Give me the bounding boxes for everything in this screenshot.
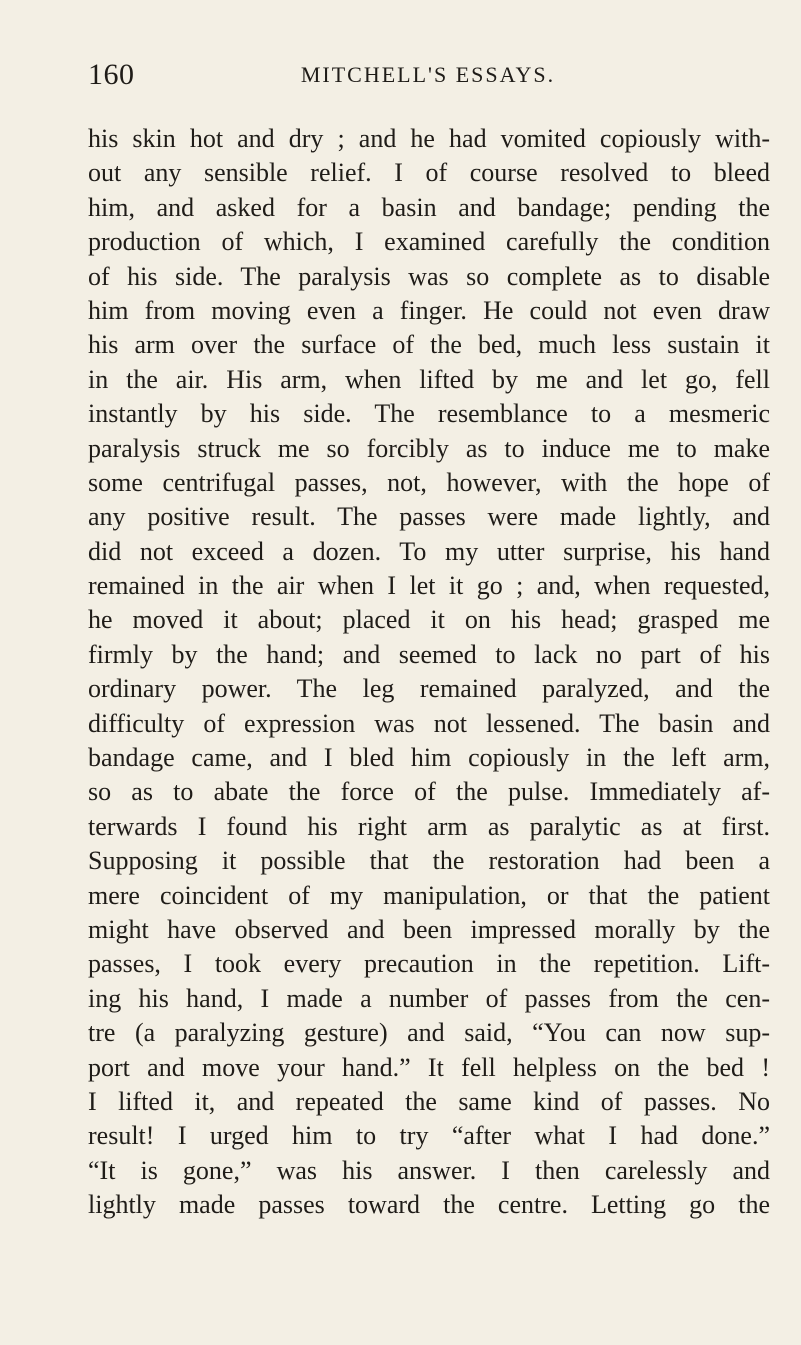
text-line: in the air. His arm, when lifted by me and let go, fell xyxy=(88,364,770,394)
text-line: some centrifugal passes, not, however, with the hope of xyxy=(88,467,770,497)
text-line: might have observed and been impressed morally by the xyxy=(88,914,770,944)
text-line: instantly by his side. The resemblance to a mesmeric xyxy=(88,399,770,429)
text-line: he moved it about; placed it on his head; grasped me xyxy=(88,605,770,635)
text-line: ing his hand, I made a number of passes from the cen- xyxy=(88,983,770,1013)
text-line: mere coincident of my manipulation, or that the patient xyxy=(88,880,770,910)
text-line: remained in the air when I let it go ; and, when requested, xyxy=(88,571,770,601)
text-line: “It is gone,” was his answer. I then carelessly and xyxy=(88,1155,770,1185)
text-line: difficulty of expression was not lessened. The basin and xyxy=(88,708,770,738)
text-line: him from moving even a finger. He could not even draw xyxy=(88,295,770,325)
body-text xyxy=(88,122,770,1223)
text-line: out any sensible relief. I of course resolved to bleed xyxy=(88,158,770,188)
text-line: production of which, I examined carefully the condition xyxy=(88,227,770,257)
running-title: MITCHELL'S ESSAYS. xyxy=(300,62,556,87)
text-line: his skin hot and dry ; and he had vomited copiously with- xyxy=(88,124,770,153)
text-line: Supposing it possible that the restoration had been a xyxy=(88,846,770,876)
text-line: ordinary power. The leg remained paralyzed, and the xyxy=(88,674,770,704)
text-line: paralysis struck me so forcibly as to induce me to make xyxy=(88,433,770,463)
text-line: tre (a paralyzing gesture) and said, “You can now sup- xyxy=(88,1018,770,1048)
text-line: any positive result. The passes were made lightly, and xyxy=(88,502,770,532)
text-line: did not exceed a dozen. To my utter surprise, his hand xyxy=(88,536,770,566)
text-line: his arm over the surface of the bed, much less sustain it xyxy=(88,330,770,360)
text-line: so as to abate the force of the pulse. Immediately af- xyxy=(88,777,770,807)
text-line: passes, I took every precaution in the repetition. Lift- xyxy=(88,949,770,979)
running-head xyxy=(88,58,768,98)
text-line: terwards I found his right arm as paralytic as at first. xyxy=(88,811,770,841)
text-line: port and move your hand.” It fell helpless on the bed ! xyxy=(88,1052,770,1082)
text-line: bandage came, and I bled him copiously in the left arm, xyxy=(88,743,770,773)
text-line: lightly made passes toward the centre. Letting go the xyxy=(88,1190,770,1220)
text-line: I lifted it, and repeated the same kind of passes. No xyxy=(88,1086,770,1116)
text-line: result! I urged him to try “after what I had done.” xyxy=(88,1121,770,1151)
text-line: of his side. The paralysis was so complete as to disable xyxy=(88,261,770,291)
text-line: firmly by the hand; and seemed to lack no part of his xyxy=(88,639,770,669)
page-number: 160 xyxy=(88,58,135,91)
text-line: him, and asked for a basin and bandage; pending the xyxy=(88,192,770,222)
